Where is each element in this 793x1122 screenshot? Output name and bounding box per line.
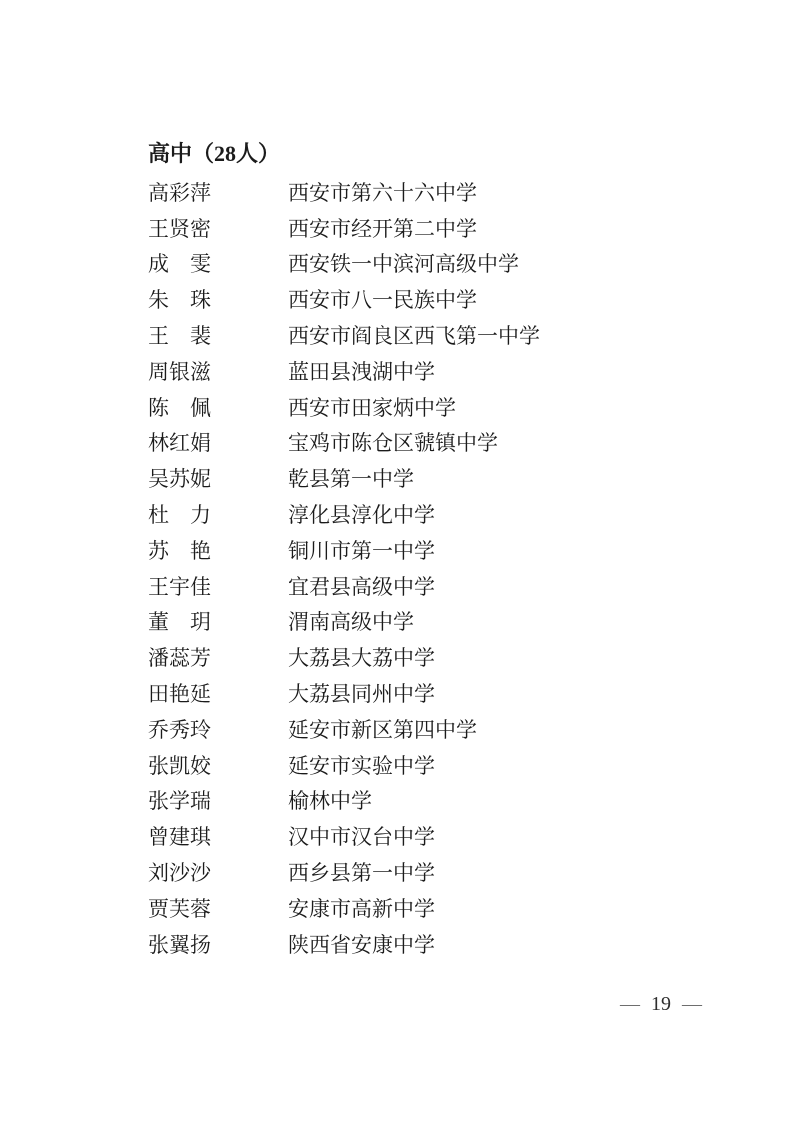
list-item bbox=[148, 604, 540, 640]
school-name: 渭南高级中学 bbox=[288, 610, 414, 635]
person-name: 曾建琪 bbox=[148, 825, 211, 850]
list-item bbox=[148, 568, 540, 604]
school-name: 西安市阎良区西飞第一中学 bbox=[288, 324, 540, 349]
section-heading: 高中（28人） bbox=[148, 141, 281, 166]
school-name: 大荔县同州中学 bbox=[288, 682, 435, 707]
school-name: 西安市田家炳中学 bbox=[288, 395, 456, 420]
list-item bbox=[148, 317, 540, 353]
school-name: 陕西省安康中学 bbox=[288, 932, 435, 957]
person-name: 王贤密 bbox=[148, 216, 211, 241]
page-number-dash-left: — bbox=[620, 993, 640, 1015]
list-item bbox=[148, 711, 540, 747]
person-name: 董 玥 bbox=[148, 610, 211, 635]
list-item bbox=[148, 353, 540, 389]
school-name: 铜川市第一中学 bbox=[288, 538, 435, 563]
person-name: 林红娟 bbox=[148, 431, 211, 456]
roster-list bbox=[148, 174, 540, 962]
person-name: 田艳延 bbox=[148, 682, 211, 707]
person-name: 潘蕊芳 bbox=[148, 646, 211, 671]
school-name: 宜君县高级中学 bbox=[288, 574, 435, 599]
person-name: 苏 艳 bbox=[148, 538, 211, 563]
person-name: 杜 力 bbox=[148, 503, 211, 528]
person-name: 高彩萍 bbox=[148, 180, 211, 205]
page-number-dash-right: — bbox=[682, 993, 702, 1015]
school-name: 西安市经开第二中学 bbox=[288, 216, 477, 241]
person-name: 贾芙蓉 bbox=[148, 896, 211, 921]
person-name: 刘沙沙 bbox=[148, 861, 211, 886]
list-item bbox=[148, 246, 540, 282]
list-item bbox=[148, 210, 540, 246]
school-name: 蓝田县洩湖中学 bbox=[288, 359, 435, 384]
person-name: 周银滋 bbox=[148, 359, 211, 384]
list-item bbox=[148, 747, 540, 783]
person-name: 乔秀玲 bbox=[148, 717, 211, 742]
list-item bbox=[148, 926, 540, 962]
school-name: 汉中市汉台中学 bbox=[288, 825, 435, 850]
person-name: 陈 佩 bbox=[148, 395, 211, 420]
page-number: 19 bbox=[651, 993, 671, 1015]
list-item bbox=[148, 425, 540, 461]
list-item bbox=[148, 783, 540, 819]
person-name: 张翼扬 bbox=[148, 932, 211, 957]
person-name: 吴苏妮 bbox=[148, 467, 211, 492]
list-item bbox=[148, 532, 540, 568]
person-name: 张凯姣 bbox=[148, 753, 211, 778]
person-name: 张学瑞 bbox=[148, 789, 211, 814]
school-name: 延安市新区第四中学 bbox=[288, 717, 477, 742]
school-name: 西安铁一中滨河高级中学 bbox=[288, 252, 519, 277]
list-item bbox=[148, 854, 540, 890]
school-name: 宝鸡市陈仓区虢镇中学 bbox=[288, 431, 498, 456]
list-item bbox=[148, 639, 540, 675]
list-item bbox=[148, 890, 540, 926]
list-item bbox=[148, 281, 540, 317]
school-name: 安康市高新中学 bbox=[288, 896, 435, 921]
person-name: 朱 珠 bbox=[148, 288, 211, 313]
person-name: 王 裴 bbox=[148, 324, 211, 349]
school-name: 西安市第六十六中学 bbox=[288, 180, 477, 205]
school-name: 榆林中学 bbox=[288, 789, 372, 814]
list-item bbox=[148, 496, 540, 532]
list-item bbox=[148, 389, 540, 425]
page-content bbox=[148, 140, 540, 962]
school-name: 西乡县第一中学 bbox=[288, 861, 435, 886]
school-name: 延安市实验中学 bbox=[288, 753, 435, 778]
list-item bbox=[148, 174, 540, 210]
list-item bbox=[148, 818, 540, 854]
school-name: 乾县第一中学 bbox=[288, 467, 414, 492]
list-item bbox=[148, 460, 540, 496]
person-name: 王宇佳 bbox=[148, 574, 211, 599]
person-name: 成 雯 bbox=[148, 252, 211, 277]
school-name: 淳化县淳化中学 bbox=[288, 503, 435, 528]
page-footer bbox=[596, 993, 726, 1016]
school-name: 大荔县大荔中学 bbox=[288, 646, 435, 671]
list-item bbox=[148, 675, 540, 711]
school-name: 西安市八一民族中学 bbox=[288, 288, 477, 313]
